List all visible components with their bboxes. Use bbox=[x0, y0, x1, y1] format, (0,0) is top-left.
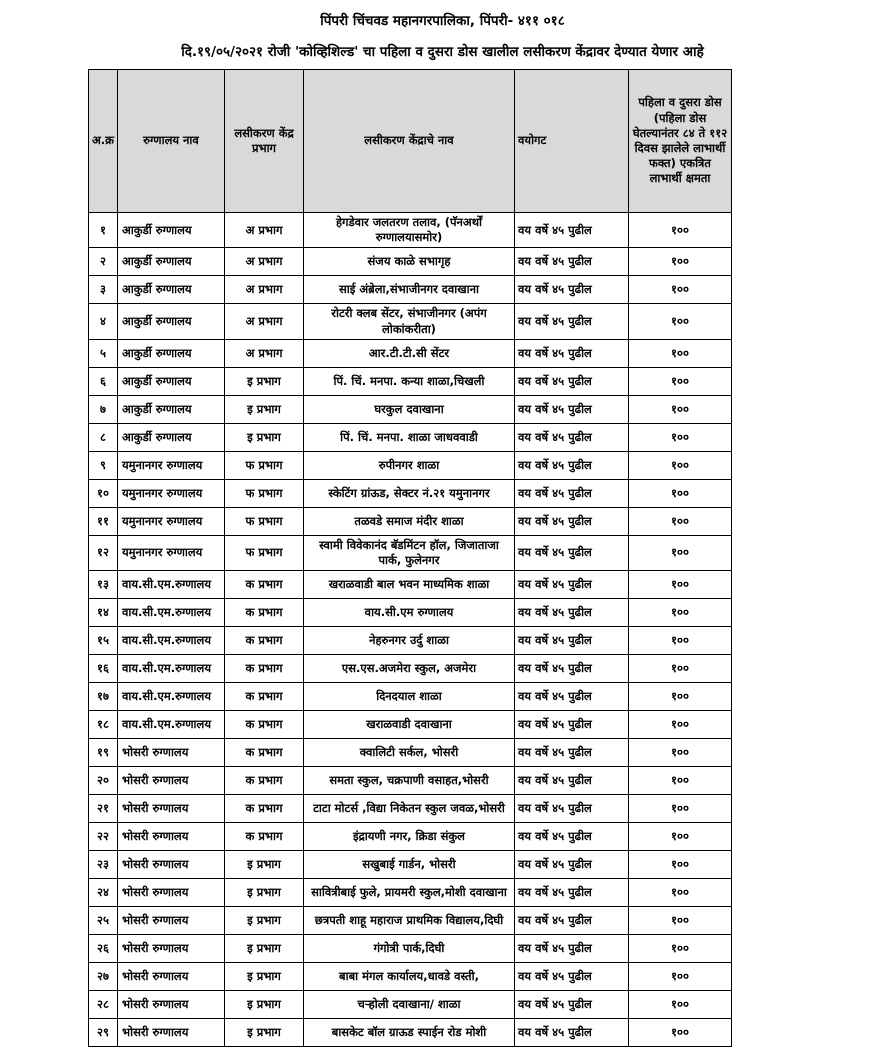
cell-capacity: १०० bbox=[629, 339, 732, 367]
cell-capacity: १०० bbox=[629, 1019, 732, 1047]
cell-capacity: १०० bbox=[629, 907, 732, 935]
cell-capacity: १०० bbox=[629, 599, 732, 627]
vaccination-table-body bbox=[89, 213, 732, 1047]
cell-age: वय वर्षे ४५ पुढील bbox=[515, 879, 629, 907]
cell-hospital: भोसरी रुग्णालय bbox=[118, 739, 225, 767]
cell-age: वय वर्षे ४५ पुढील bbox=[515, 571, 629, 599]
cell-age: वय वर्षे ४५ पुढील bbox=[515, 367, 629, 395]
cell-age: वय वर्षे ४५ पुढील bbox=[515, 1019, 629, 1047]
cell-capacity: १०० bbox=[629, 535, 732, 570]
cell-age: वय वर्षे ४५ पुढील bbox=[515, 395, 629, 423]
cell-hospital: वाय.सी.एम.रुग्णालय bbox=[118, 599, 225, 627]
cell-hospital: वाय.सी.एम.रुग्णालय bbox=[118, 627, 225, 655]
cell-sr: १९ bbox=[89, 739, 118, 767]
cell-hospital: भोसरी रुग्णालय bbox=[118, 767, 225, 795]
cell-age: वय वर्षे ४५ पुढील bbox=[515, 795, 629, 823]
cell-sr: २९ bbox=[89, 1019, 118, 1047]
cell-hospital: भोसरी रुग्णालय bbox=[118, 991, 225, 1019]
cell-center: साई अंब्रेला,संभाजीनगर दवाखाना bbox=[304, 276, 515, 304]
cell-hospital: आकुर्डी रुग्णालय bbox=[118, 248, 225, 276]
cell-hospital: यमुनानगर रुग्णालय bbox=[118, 535, 225, 570]
cell-ward: इ प्रभाग bbox=[225, 935, 304, 963]
cell-hospital: आकुर्डी रुग्णालय bbox=[118, 276, 225, 304]
cell-center: रोटरी क्लब सेंटर, संभाजीनगर (अपंग लोकांकरीता) bbox=[304, 304, 515, 339]
cell-center: बासकेट बॉल ग्राऊड स्पाईन रोड मोशी bbox=[304, 1019, 515, 1047]
cell-hospital: आकुर्डी रुग्णालय bbox=[118, 395, 225, 423]
cell-ward: अ प्रभाग bbox=[225, 276, 304, 304]
cell-center: सावित्रीबाई फुले, प्रायमरी स्कुल,मोशी दवाखाना bbox=[304, 879, 515, 907]
cell-age: वय वर्षे ४५ पुढील bbox=[515, 851, 629, 879]
vaccination-centers-table bbox=[88, 69, 732, 1047]
cell-hospital: यमुनानगर रुग्णालय bbox=[118, 479, 225, 507]
cell-ward: अ प्रभाग bbox=[225, 339, 304, 367]
cell-hospital: भोसरी रुग्णालय bbox=[118, 879, 225, 907]
cell-center: स्वामी विवेकानंद बॅडमिंटन हॉल, जिजाताजा पार्क, फुलेनगर bbox=[304, 535, 515, 570]
cell-ward: इ प्रभाग bbox=[225, 1019, 304, 1047]
cell-sr: २६ bbox=[89, 935, 118, 963]
cell-sr: २ bbox=[89, 248, 118, 276]
cell-center: खराळवाडी बाल भवन माध्यमिक शाळा bbox=[304, 571, 515, 599]
cell-capacity: १०० bbox=[629, 767, 732, 795]
cell-sr: १३ bbox=[89, 571, 118, 599]
cell-sr: १८ bbox=[89, 711, 118, 739]
cell-center: आर.टी.टी.सी सेंटर bbox=[304, 339, 515, 367]
cell-hospital: भोसरी रुग्णालय bbox=[118, 823, 225, 851]
cell-sr: ४ bbox=[89, 304, 118, 339]
table-row bbox=[89, 423, 732, 451]
cell-sr: ११ bbox=[89, 507, 118, 535]
cell-center: छत्रपती शाहू महाराज प्राथमिक विद्यालय,दिघी bbox=[304, 907, 515, 935]
table-row bbox=[89, 276, 732, 304]
cell-age: वय वर्षे ४५ पुढील bbox=[515, 276, 629, 304]
cell-sr: ७ bbox=[89, 395, 118, 423]
table-row bbox=[89, 795, 732, 823]
cell-center: क्वालिटी सर्कल, भोसरी bbox=[304, 739, 515, 767]
cell-sr: १६ bbox=[89, 655, 118, 683]
cell-ward: इ प्रभाग bbox=[225, 851, 304, 879]
table-row bbox=[89, 571, 732, 599]
table-row bbox=[89, 1019, 732, 1047]
cell-capacity: १०० bbox=[629, 991, 732, 1019]
cell-sr: २२ bbox=[89, 823, 118, 851]
table-row bbox=[89, 991, 732, 1019]
cell-capacity: १०० bbox=[629, 935, 732, 963]
table-row bbox=[89, 627, 732, 655]
cell-center: टाटा मोटर्स ,विद्या निकेतन स्कुल जवळ,भोसरी bbox=[304, 795, 515, 823]
cell-center: इंद्रायणी नगर, क्रिडा संकुल bbox=[304, 823, 515, 851]
cell-age: वय वर्षे ४५ पुढील bbox=[515, 655, 629, 683]
cell-sr: २१ bbox=[89, 795, 118, 823]
cell-capacity: १०० bbox=[629, 304, 732, 339]
cell-ward: क प्रभाग bbox=[225, 627, 304, 655]
cell-ward: अ प्रभाग bbox=[225, 304, 304, 339]
cell-capacity: १०० bbox=[629, 479, 732, 507]
cell-center: गंगोत्री पार्क,दिघी bbox=[304, 935, 515, 963]
page-title: पिंपरी चिंचवड महानगरपालिका, पिंपरी- ४११ ०१८ bbox=[320, 13, 565, 29]
cell-ward: इ प्रभाग bbox=[225, 907, 304, 935]
cell-ward: क प्रभाग bbox=[225, 599, 304, 627]
table-row bbox=[89, 655, 732, 683]
cell-sr: २८ bbox=[89, 991, 118, 1019]
cell-sr: २७ bbox=[89, 963, 118, 991]
cell-ward: क प्रभाग bbox=[225, 795, 304, 823]
cell-ward: इ प्रभाग bbox=[225, 963, 304, 991]
table-row bbox=[89, 851, 732, 879]
table-row bbox=[89, 248, 732, 276]
cell-capacity: १०० bbox=[629, 851, 732, 879]
cell-capacity: १०० bbox=[629, 963, 732, 991]
cell-center: चऱ्होली दवाखाना/ शाळा bbox=[304, 991, 515, 1019]
cell-sr: १५ bbox=[89, 627, 118, 655]
table-row bbox=[89, 935, 732, 963]
cell-center: तळवडे समाज मंदीर शाळा bbox=[304, 507, 515, 535]
cell-ward: इ प्रभाग bbox=[225, 423, 304, 451]
cell-age: वय वर्षे ४५ पुढील bbox=[515, 479, 629, 507]
cell-sr: २० bbox=[89, 767, 118, 795]
table-row bbox=[89, 395, 732, 423]
cell-ward: क प्रभाग bbox=[225, 655, 304, 683]
cell-center: खराळवाडी दवाखाना bbox=[304, 711, 515, 739]
cell-age: वय वर्षे ४५ पुढील bbox=[515, 248, 629, 276]
cell-capacity: १०० bbox=[629, 683, 732, 711]
cell-age: वय वर्षे ४५ पुढील bbox=[515, 599, 629, 627]
cell-sr: २५ bbox=[89, 907, 118, 935]
table-header-row bbox=[89, 70, 732, 213]
table-row bbox=[89, 535, 732, 570]
cell-capacity: १०० bbox=[629, 795, 732, 823]
cell-hospital: वाय.सी.एम.रुग्णालय bbox=[118, 655, 225, 683]
cell-sr: १० bbox=[89, 479, 118, 507]
cell-ward: फ प्रभाग bbox=[225, 451, 304, 479]
table-row bbox=[89, 479, 732, 507]
cell-sr: १ bbox=[89, 213, 118, 248]
column-header-dose-capacity: पहिला व दुसरा डोस (पहिला डोस घेतल्यानंतर ८४ ते ११२ दिवस झालेले लाभार्थी फक्त) एकत्रित लाभार्थी क्षमता bbox=[629, 70, 732, 213]
table-row bbox=[89, 739, 732, 767]
cell-hospital: यमुनानगर रुग्णालय bbox=[118, 507, 225, 535]
cell-hospital: यमुनानगर रुग्णालय bbox=[118, 451, 225, 479]
cell-sr: १४ bbox=[89, 599, 118, 627]
cell-age: वय वर्षे ४५ पुढील bbox=[515, 711, 629, 739]
cell-ward: इ प्रभाग bbox=[225, 991, 304, 1019]
cell-hospital: आकुर्डी रुग्णालय bbox=[118, 339, 225, 367]
cell-center: घरकुल दवाखाना bbox=[304, 395, 515, 423]
cell-capacity: १०० bbox=[629, 739, 732, 767]
cell-ward: इ प्रभाग bbox=[225, 395, 304, 423]
cell-capacity: १०० bbox=[629, 655, 732, 683]
cell-ward: फ प्रभाग bbox=[225, 507, 304, 535]
cell-sr: ३ bbox=[89, 276, 118, 304]
cell-ward: क प्रभाग bbox=[225, 739, 304, 767]
table-row bbox=[89, 507, 732, 535]
cell-ward: क प्रभाग bbox=[225, 823, 304, 851]
cell-hospital: आकुर्डी रुग्णालय bbox=[118, 304, 225, 339]
cell-capacity: १०० bbox=[629, 276, 732, 304]
cell-capacity: १०० bbox=[629, 507, 732, 535]
column-header-vaccination-center-ward: लसीकरण केंद्र प्रभाग bbox=[225, 70, 304, 213]
cell-capacity: १०० bbox=[629, 423, 732, 451]
cell-center: दिनदयाल शाळा bbox=[304, 683, 515, 711]
cell-age: वय वर्षे ४५ पुढील bbox=[515, 907, 629, 935]
cell-ward: क प्रभाग bbox=[225, 711, 304, 739]
cell-center: रुपीनगर शाळा bbox=[304, 451, 515, 479]
table-row bbox=[89, 823, 732, 851]
cell-center: संजय काळे सभागृह bbox=[304, 248, 515, 276]
cell-age: वय वर्षे ४५ पुढील bbox=[515, 451, 629, 479]
cell-center: वाय.सी.एम रुग्णालय bbox=[304, 599, 515, 627]
cell-age: वय वर्षे ४५ पुढील bbox=[515, 991, 629, 1019]
cell-ward: अ प्रभाग bbox=[225, 213, 304, 248]
cell-hospital: भोसरी रुग्णालय bbox=[118, 1019, 225, 1047]
cell-age: वय वर्षे ४५ पुढील bbox=[515, 823, 629, 851]
cell-age: वय वर्षे ४५ पुढील bbox=[515, 213, 629, 248]
cell-center: पिं. चिं. मनपा. कन्या शाळा,चिखली bbox=[304, 367, 515, 395]
cell-ward: इ प्रभाग bbox=[225, 367, 304, 395]
column-header-age-group: वयोगट bbox=[515, 70, 629, 213]
cell-center: नेहरुनगर उर्दु शाळा bbox=[304, 627, 515, 655]
cell-hospital: भोसरी रुग्णालय bbox=[118, 963, 225, 991]
cell-capacity: १०० bbox=[629, 213, 732, 248]
table-row bbox=[89, 907, 732, 935]
cell-capacity: १०० bbox=[629, 627, 732, 655]
page-subtitle: दि.१९/०५/२०२१ रोजी 'कोव्हिशिल्ड' चा पहिला व दुसरा डोस खालील लसीकरण केंद्रावर देण्यात येणार आहे bbox=[181, 44, 704, 60]
cell-sr: १२ bbox=[89, 535, 118, 570]
cell-age: वय वर्षे ४५ पुढील bbox=[515, 423, 629, 451]
table-row bbox=[89, 599, 732, 627]
cell-center: स्केटिंग ग्रांऊड, सेक्टर नं.२१ यमुनानगर bbox=[304, 479, 515, 507]
cell-hospital: भोसरी रुग्णालय bbox=[118, 907, 225, 935]
cell-hospital: वाय.सी.एम.रुग्णालय bbox=[118, 571, 225, 599]
cell-center: हेगडेवार जलतरण तलाव, (पॅनअर्थों रुग्णालयासमोर) bbox=[304, 213, 515, 248]
cell-capacity: १०० bbox=[629, 451, 732, 479]
table-row bbox=[89, 304, 732, 339]
cell-age: वय वर्षे ४५ पुढील bbox=[515, 507, 629, 535]
cell-hospital: भोसरी रुग्णालय bbox=[118, 795, 225, 823]
cell-sr: ६ bbox=[89, 367, 118, 395]
cell-capacity: १०० bbox=[629, 711, 732, 739]
table-row bbox=[89, 683, 732, 711]
cell-ward: फ प्रभाग bbox=[225, 479, 304, 507]
cell-hospital: वाय.सी.एम.रुग्णालय bbox=[118, 711, 225, 739]
cell-ward: क प्रभाग bbox=[225, 571, 304, 599]
cell-capacity: १०० bbox=[629, 367, 732, 395]
table-row bbox=[89, 451, 732, 479]
cell-hospital: वाय.सी.एम.रुग्णालय bbox=[118, 683, 225, 711]
cell-age: वय वर्षे ४५ पुढील bbox=[515, 963, 629, 991]
cell-ward: फ प्रभाग bbox=[225, 535, 304, 570]
cell-center: समता स्कुल, चक्रपाणी वसाहत,भोसरी bbox=[304, 767, 515, 795]
cell-ward: क प्रभाग bbox=[225, 683, 304, 711]
cell-age: वय वर्षे ४५ पुढील bbox=[515, 535, 629, 570]
cell-center: बाबा मंगल कार्यालय,धावडे वस्ती, bbox=[304, 963, 515, 991]
cell-sr: ५ bbox=[89, 339, 118, 367]
cell-ward: अ प्रभाग bbox=[225, 248, 304, 276]
cell-capacity: १०० bbox=[629, 395, 732, 423]
cell-age: वय वर्षे ४५ पुढील bbox=[515, 304, 629, 339]
cell-age: वय वर्षे ४५ पुढील bbox=[515, 739, 629, 767]
cell-sr: २३ bbox=[89, 851, 118, 879]
cell-hospital: भोसरी रुग्णालय bbox=[118, 851, 225, 879]
cell-sr: २४ bbox=[89, 879, 118, 907]
table-row bbox=[89, 711, 732, 739]
cell-sr: १७ bbox=[89, 683, 118, 711]
table-row bbox=[89, 767, 732, 795]
cell-age: वय वर्षे ४५ पुढील bbox=[515, 339, 629, 367]
cell-hospital: आकुर्डी रुग्णालय bbox=[118, 423, 225, 451]
cell-hospital: भोसरी रुग्णालय bbox=[118, 935, 225, 963]
cell-hospital: आकुर्डी रुग्णालय bbox=[118, 367, 225, 395]
cell-capacity: १०० bbox=[629, 823, 732, 851]
cell-capacity: १०० bbox=[629, 879, 732, 907]
cell-age: वय वर्षे ४५ पुढील bbox=[515, 683, 629, 711]
cell-ward: इ प्रभाग bbox=[225, 879, 304, 907]
column-header-vaccination-center-name: लसीकरण केंद्राचे नाव bbox=[304, 70, 515, 213]
column-header-serial-number: अ.क्र bbox=[89, 70, 118, 213]
table-row bbox=[89, 879, 732, 907]
column-header-hospital-name: रुग्णालय नाव bbox=[118, 70, 225, 213]
cell-sr: ९ bbox=[89, 451, 118, 479]
table-row bbox=[89, 213, 732, 248]
cell-age: वय वर्षे ४५ पुढील bbox=[515, 935, 629, 963]
cell-hospital: आकुर्डी रुग्णालय bbox=[118, 213, 225, 248]
cell-center: एस.एस.अजमेरा स्कुल, अजमेरा bbox=[304, 655, 515, 683]
cell-capacity: १०० bbox=[629, 248, 732, 276]
cell-sr: ८ bbox=[89, 423, 118, 451]
cell-center: सखुबाई गार्डन, भोसरी bbox=[304, 851, 515, 879]
cell-ward: क प्रभाग bbox=[225, 767, 304, 795]
table-row bbox=[89, 963, 732, 991]
table-row bbox=[89, 339, 732, 367]
cell-age: वय वर्षे ४५ पुढील bbox=[515, 767, 629, 795]
table-row bbox=[89, 367, 732, 395]
cell-capacity: १०० bbox=[629, 571, 732, 599]
table-header bbox=[89, 70, 732, 213]
cell-age: वय वर्षे ४५ पुढील bbox=[515, 627, 629, 655]
cell-center: पिं. चिं. मनपा. शाळा जाधववाडी bbox=[304, 423, 515, 451]
